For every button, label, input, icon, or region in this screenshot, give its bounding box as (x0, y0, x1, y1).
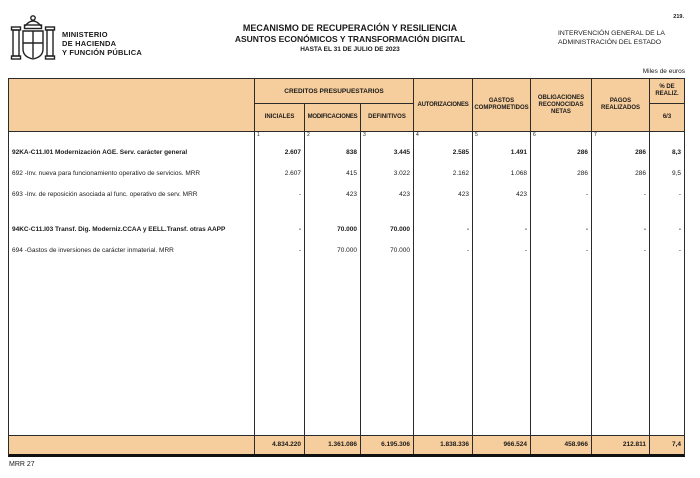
cell-value: - (298, 191, 301, 198)
header-cell-iniciales: INICIALES (255, 104, 305, 131)
row-gap (473, 205, 530, 219)
cell-value: 286 (577, 149, 588, 156)
cell-value: - (585, 247, 588, 254)
column-description (9, 132, 255, 435)
cell-value: - (585, 226, 588, 233)
row-gap (361, 205, 413, 219)
ministry-line-1: MINISTERIO (62, 30, 108, 39)
cell-value: 1.068 (510, 170, 527, 177)
cell-value: 423 (458, 191, 469, 198)
row-gap (305, 205, 360, 219)
header-cell-pagos-realizados: PAGOS REALIZADOS (592, 79, 650, 131)
column-gastos-comprometidos (473, 132, 531, 435)
cell-value: 9,5 (671, 170, 681, 177)
total-value: 6.195.306 (361, 436, 414, 454)
cell-value: - (466, 247, 469, 254)
column-number: 3 (363, 132, 366, 138)
cell-value: - (298, 226, 301, 233)
total-value: 7,4 (671, 441, 681, 448)
cell-value: - (678, 226, 681, 233)
column-definitivos (361, 132, 414, 435)
header-cell-gastos-comprometidos: GASTOS COMPROMETIDOS (473, 79, 531, 131)
total-value: 212.811 (592, 436, 650, 454)
header-cell-autorizaciones: AUTORIZACIONES (414, 79, 473, 131)
row-gap (414, 205, 472, 219)
cell-value: 2.162 (452, 170, 469, 177)
cell-value: 286 (577, 170, 588, 177)
column-number: 5 (475, 132, 478, 138)
column-number-blank (9, 132, 254, 142)
cell-value: - (678, 247, 681, 254)
header-cell-modificaciones: MODIFICACIONES (305, 104, 361, 131)
page-number: 219. (673, 14, 684, 20)
column-number: 7 (594, 132, 597, 138)
cell-value: 3.445 (393, 149, 410, 156)
table-body (9, 132, 684, 435)
header-cell-creditos-presupuestarios: CREDITOS PRESUPUESTARIOS (255, 79, 414, 104)
agency-line-1: INTERVENCIÓN GENERAL DE LA (558, 30, 665, 37)
cell-value: - (524, 247, 527, 254)
cell-value: 2.607 (284, 170, 301, 177)
cell-value: 70.000 (337, 247, 357, 254)
column-number: 1 (257, 132, 260, 138)
header-cell-description (9, 79, 255, 131)
column-number: 2 (307, 132, 310, 138)
total-value: 4.834.220 (255, 436, 305, 454)
units-note: Miles de euros (642, 68, 685, 75)
table-header (9, 79, 684, 132)
column-pct-realizacion (650, 132, 684, 435)
cell-value: - (678, 191, 681, 198)
total-value: 458.966 (531, 436, 592, 454)
cell-value: 2.585 (452, 149, 469, 156)
report-code-footer: MRR 27 (9, 461, 35, 468)
column-autorizaciones (414, 132, 473, 435)
cell-value: 423 (516, 191, 527, 198)
cell-value: 2.607 (284, 149, 301, 156)
agency-line-2: ADMINISTRACIÓN DEL ESTADO (558, 38, 662, 46)
row-gap (650, 205, 684, 219)
report-title-line-3: HASTA EL 31 DE JULIO DE 2023 (300, 46, 400, 53)
header-cell-definitivos: DEFINITIVOS (361, 104, 414, 131)
column-obligaciones-reconocidas (531, 132, 592, 435)
cell-value: - (524, 226, 527, 233)
column-iniciales (255, 132, 305, 435)
row-gap (592, 205, 649, 219)
cell-value: - (643, 191, 646, 198)
cell-value: - (643, 226, 646, 233)
total-value: 1.361.086 (305, 436, 361, 454)
totals-row (9, 435, 684, 454)
cell-value: 8,3 (671, 149, 681, 156)
cell-value: 3.022 (393, 170, 410, 177)
report-title (175, 23, 525, 54)
cell-value: 70.000 (337, 226, 357, 233)
row-gap (9, 205, 254, 219)
report-title-line-1: MECANISMO DE RECUPERACIÓN Y RESILIENCIA (242, 23, 458, 33)
cell-value: - (643, 247, 646, 254)
row-label: 694 -Gastos de inversiones de carácter inmaterial. MRR (12, 247, 174, 254)
column-modificaciones (305, 132, 361, 435)
cell-value: - (466, 226, 469, 233)
cell-value: - (298, 247, 301, 254)
cell-value: 70.000 (390, 247, 410, 254)
row-label: 693 -Inv. de reposición asociada al func. operativo de serv. MRR (12, 191, 198, 198)
cell-value: 70.000 (390, 226, 410, 233)
row-label: 92KA-C11.I01 Modernización AGE. Serv. carácter general (12, 149, 188, 156)
spain-coat-of-arms-icon (10, 13, 56, 65)
row-gap (531, 205, 591, 219)
ministry-line-3: Y FUNCIÓN PÚBLICA (62, 48, 142, 57)
report-title-line-2: ASUNTOS ECONÓMICOS Y TRANSFORMACIÓN DIGITAL (234, 34, 466, 44)
column-number: 4 (416, 132, 419, 138)
row-gap (255, 205, 304, 219)
cell-value: 838 (346, 149, 357, 156)
column-number-blank (650, 132, 684, 142)
row-label: 692 -Inv. nueva para funcionamiento operativo de servicios. MRR (12, 170, 201, 177)
cell-value: 1.491 (510, 149, 527, 156)
total-value: 1.838.336 (414, 436, 473, 454)
ministry-name (62, 30, 142, 57)
cell-value: 423 (399, 191, 410, 198)
header-cell-pct-formula: 6/3 (662, 114, 672, 120)
budget-table (8, 78, 685, 457)
cell-value: 286 (635, 170, 646, 177)
cell-value: 415 (346, 170, 357, 177)
cell-value: 286 (635, 149, 646, 156)
column-pagos-realizados (592, 132, 650, 435)
total-value: 966.524 (473, 436, 531, 454)
ministry-line-2: DE HACIENDA (62, 39, 117, 48)
cell-value: 423 (346, 191, 357, 198)
column-number: 6 (533, 132, 536, 138)
row-label: 94KC-C11.I03 Transf. Dig. Moderniz.CCAA y EELL.Transf. otras AAPP (12, 226, 226, 233)
header-cell-obligaciones-reconocidas: OBLIGACIONES RECONOCIDAS NETAS (531, 79, 592, 131)
agency-name (558, 30, 665, 47)
totals-label-cell (9, 436, 255, 454)
header-cell-pct-realizacion: % DE REALIZ. (650, 79, 684, 104)
cell-value: - (585, 191, 588, 198)
